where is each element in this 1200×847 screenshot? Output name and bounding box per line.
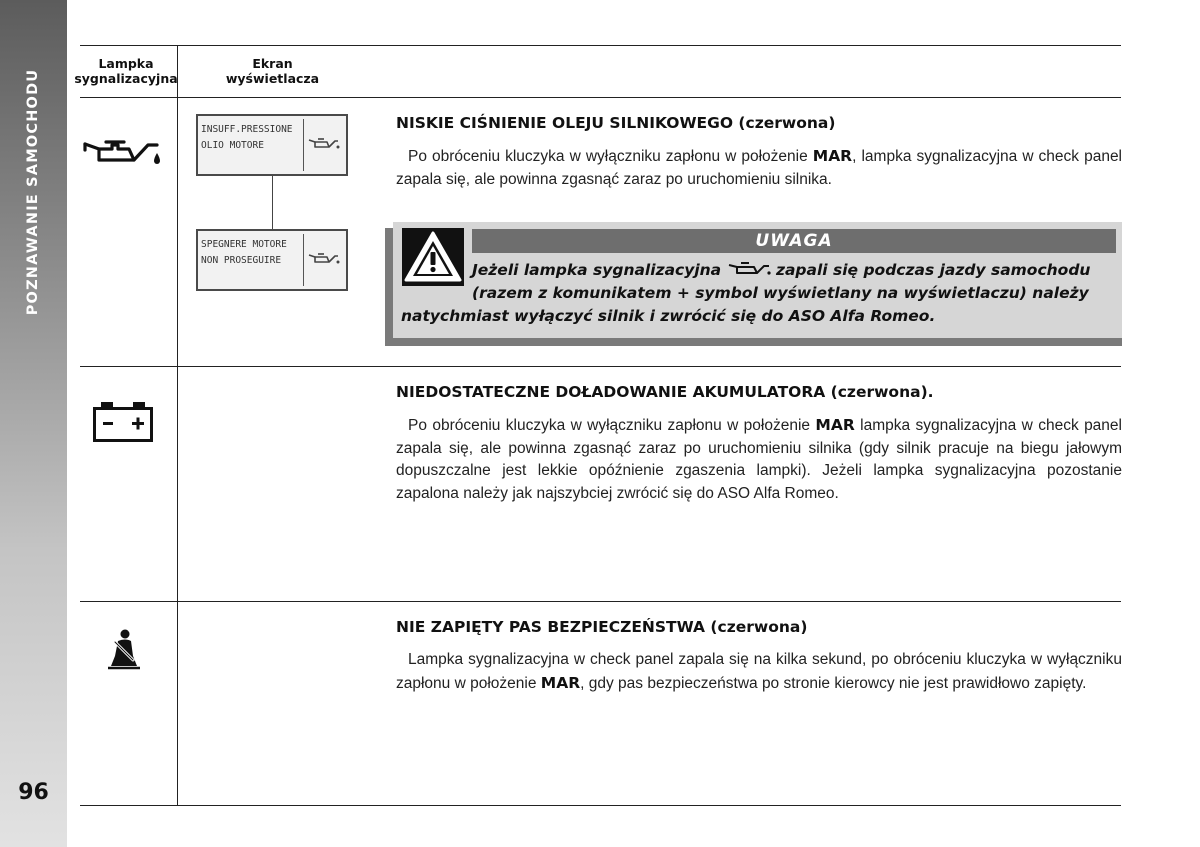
side-bar bbox=[0, 0, 67, 847]
section-title: POZNAWANIE SAMOCHODU bbox=[25, 68, 41, 316]
section-body: Po obróceniu kluczyka w wyłączniku zapłonu w położenie MAR lampka sygnalizacyjna w check panel zapala się, ale powinna zgasnąć zaraz po uruchomieniu silnika (gdy silnik pracuje na biegu jałowym dopuszczalne jest lekkie opóźnienie zgaszenia lampki). Jeżeli lampka sygnalizacyjna pozostanie zapalona należy jak najszybciej zwrócić się do ASO Alfa Romeo. bbox=[396, 416, 1122, 502]
oil-pressure-icon bbox=[82, 136, 162, 170]
warning-text-line: (razem z komunikatem + symbol wyświetlany na wyświetlaczu) należy bbox=[472, 284, 1089, 302]
display-icon-cell bbox=[303, 119, 344, 171]
column-header-lamp: Lampka sygnalizacyjna bbox=[74, 56, 178, 86]
warning-text-line: natychmiast wyłączyć silnik i zwrócić się do ASO Alfa Romeo. bbox=[401, 307, 936, 325]
display-screen bbox=[196, 114, 348, 176]
section-body: Lampka sygnalizacyjna w check panel zapala się na kilka sekund, po obróceniu kluczyka w wyłączniku zapłonu w położenie MAR, gdy pas bezpieczeństwa po stronie kierowcy nie jest prawidłowo zapięty. bbox=[396, 651, 1122, 692]
display-text-line: INSUFF.PRESSIONE bbox=[201, 124, 293, 135]
warning-text-line: Jeżeli lampka sygnalizacyjna zapali się podczas jazdy samochodu bbox=[472, 261, 1091, 279]
display-text-line: OLIO MOTORE bbox=[201, 140, 264, 151]
display-screen bbox=[196, 229, 348, 291]
section-heading: NISKIE CIŚNIENIE OLEJU SILNIKOWEGO (czerwona) bbox=[396, 114, 836, 132]
display-text-line: NON PROSEGUIRE bbox=[201, 255, 282, 266]
battery-icon bbox=[92, 401, 154, 443]
table-bottom-rule bbox=[80, 805, 1121, 806]
column-header-display: Ekran wyświetlacza bbox=[225, 56, 320, 86]
warning-triangle-icon bbox=[402, 228, 464, 286]
section-heading: NIE ZAPIĘTY PAS BEZPIECZEŃSTWA (czerwona) bbox=[396, 618, 808, 636]
table-top-rule bbox=[80, 45, 1121, 46]
page-number: 96 bbox=[18, 780, 49, 805]
section-heading: NIEDOSTATECZNE DOŁADOWANIE AKUMULATORA (czerwona). bbox=[396, 383, 934, 401]
warning-heading: UWAGA bbox=[472, 229, 1116, 253]
key-position: MAR bbox=[815, 416, 855, 434]
section-body: Po obróceniu kluczyka w wyłączniku zapłonu w położenie MAR, lampka sygnalizacyjna w check panel zapala się, ale powinna zgasnąć zaraz po uruchomieniu silnika. bbox=[396, 147, 1123, 188]
column-divider bbox=[177, 46, 178, 806]
oil-can-icon bbox=[308, 252, 340, 266]
seatbelt-icon bbox=[106, 628, 142, 670]
key-position: MAR bbox=[812, 147, 853, 165]
oil-pressure-icon bbox=[727, 261, 771, 277]
oil-can-icon bbox=[308, 137, 340, 151]
key-position: MAR bbox=[540, 673, 581, 692]
display-connector bbox=[272, 176, 273, 229]
display-text-line: SPEGNERE MOTORE bbox=[201, 239, 287, 250]
header-rule bbox=[80, 97, 1121, 98]
row-divider bbox=[80, 601, 1121, 602]
display-icon-cell bbox=[303, 234, 344, 286]
row-divider bbox=[80, 366, 1121, 367]
